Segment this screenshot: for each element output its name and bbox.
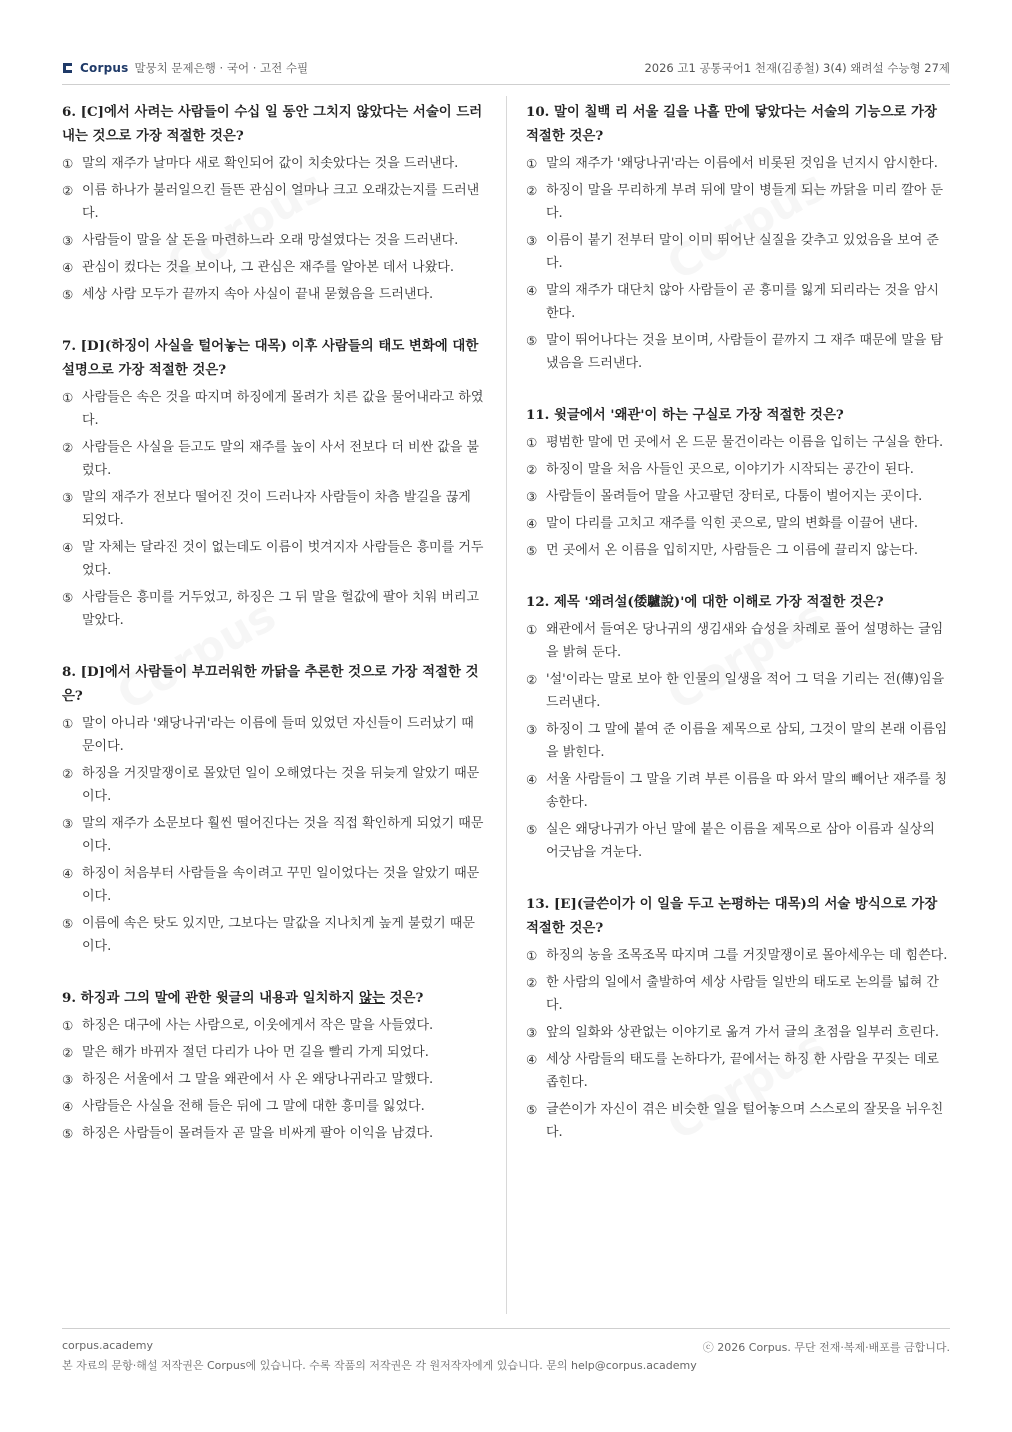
option-5[interactable] <box>526 1098 950 1144</box>
option-list <box>62 712 486 958</box>
option-1[interactable] <box>526 944 950 967</box>
option-text: 한 사람의 일에서 출발하여 세상 사람들 일반의 태도로 논의를 넓혀 간다. <box>546 975 939 1013</box>
header-doc-info: 2026 고1 공통국어1 천재(김종철) 3(4) 왜려설 수능형 27제 <box>644 61 950 75</box>
option-number: ⑤ <box>62 916 74 931</box>
option-number: ② <box>62 183 74 198</box>
option-text: 왜관에서 들여온 당나귀의 생김새와 습성을 차례로 풀어 설명하는 글임을 밝혀 둔다. <box>546 622 944 660</box>
header-subtitle: 말뭉치 문제은행 · 국어 · 고전 수필 <box>134 61 309 75</box>
question-title: 12. 제목 '왜려설(倭驢說)'에 대한 이해로 가장 적절한 것은? <box>526 594 884 610</box>
option-text: 하징이 그 말에 붙여 준 이름을 제목으로 삼되, 그것이 말의 본래 이름임을 밝힌다. <box>546 722 948 760</box>
option-3[interactable] <box>62 1068 486 1091</box>
option-text: 하징은 대구에 사는 사람으로, 이웃에게서 작은 말을 사들였다. <box>82 1018 434 1033</box>
option-number: ② <box>526 672 538 687</box>
option-text: 앞의 일화와 상관없는 이야기로 옮겨 가서 글의 초점을 일부러 흐린다. <box>546 1025 939 1040</box>
option-number: ③ <box>62 1072 74 1087</box>
option-1[interactable] <box>62 1014 486 1037</box>
option-text: 사람들이 몰려들어 말을 사고팔던 장터로, 다툼이 벌어지는 곳이다. <box>546 489 923 504</box>
question-title: 13. [E](글쓴이가 이 일을 두고 논평하는 대목)의 서술 방식으로 가장 적절한 것은? <box>526 896 938 936</box>
option-1[interactable] <box>526 431 950 454</box>
option-2[interactable] <box>62 179 486 225</box>
option-number: ① <box>62 1018 74 1033</box>
option-number: ④ <box>62 260 74 275</box>
column-divider <box>506 96 507 1314</box>
question-13 <box>526 892 950 1144</box>
option-text: 서울 사람들이 그 말을 기려 부른 이름을 따 와서 말의 빼어난 재주를 칭송한다. <box>546 772 948 810</box>
right-column <box>526 100 950 1172</box>
question-10 <box>526 100 950 375</box>
footer-note: 본 자료의 문항·해설 저작권은 Corpus에 있습니다. 수록 작품의 저작권은 각 원저작자에게 있습니다. 문의 help@corpus.academy <box>62 1359 697 1372</box>
option-2[interactable] <box>526 458 950 481</box>
option-number: ④ <box>62 866 74 881</box>
option-text: 말이 뛰어나다는 것을 보이며, 사람들이 끝까지 그 재주 때문에 말을 탐냈음을 드러낸다. <box>546 333 944 371</box>
question-title-text: 것은? <box>384 990 424 1006</box>
option-text: 말이 아니라 '왜당나귀'라는 이름에 들떠 있었던 자신들이 드러났기 때문이다. <box>82 716 474 754</box>
option-4[interactable] <box>526 768 950 814</box>
option-text: 하징의 농을 조목조목 따지며 그를 거짓말쟁이로 몰아세우는 데 힘쓴다. <box>546 948 948 963</box>
option-2[interactable] <box>526 668 950 714</box>
option-text: 사람들이 말을 살 돈을 마련하느라 오래 망설였다는 것을 드러낸다. <box>82 233 459 248</box>
option-number: ③ <box>62 490 74 505</box>
option-text: 말의 재주가 날마다 새로 확인되어 값이 치솟았다는 것을 드러낸다. <box>82 156 459 171</box>
option-5[interactable] <box>526 818 950 864</box>
option-number: ① <box>62 716 74 731</box>
option-text: 말은 해가 바뀌자 절던 다리가 나아 먼 길을 빨리 가게 되었다. <box>82 1045 429 1060</box>
option-number: ① <box>62 156 74 171</box>
option-number: ① <box>526 435 538 450</box>
option-text: 하징이 말을 처음 사들인 곳으로, 이야기가 시작되는 공간이 된다. <box>546 462 914 477</box>
option-text: '설'이라는 말로 보아 한 인물의 일생을 적어 그 덕을 기리는 전(傳)임을 드러낸다. <box>546 672 945 710</box>
question-title: 8. [D]에서 사람들이 부끄러워한 까닭을 추론한 것으로 가장 적절한 것은? <box>62 664 479 704</box>
option-text: 관심이 컸다는 것을 보이나, 그 관심은 재주를 알아본 데서 나왔다. <box>82 260 454 275</box>
option-5[interactable] <box>526 539 950 562</box>
option-text: 말의 재주가 '왜당나귀'라는 이름에서 비롯된 것임을 넌지시 암시한다. <box>546 156 938 171</box>
option-5[interactable] <box>62 586 486 632</box>
option-text: 이름 하나가 불러일으킨 들뜬 관심이 얼마나 크고 오래갔는지를 드러낸다. <box>82 183 480 221</box>
option-4[interactable] <box>526 279 950 325</box>
brand <box>62 60 308 76</box>
option-text: 사람들은 흥미를 거두었고, 하징은 그 뒤 말을 헐값에 팔아 치워 버리고 말았다. <box>82 590 480 628</box>
option-number: ④ <box>62 1099 74 1114</box>
option-text: 세상 사람 모두가 끝까지 속아 사실이 끝내 묻혔음을 드러낸다. <box>82 287 434 302</box>
question-title: 6. [C]에서 사려는 사람들이 수십 일 동안 그치지 않았다는 서술이 드러내는 것으로 가장 적절한 것은? <box>62 104 483 144</box>
option-1[interactable] <box>62 152 486 175</box>
option-1[interactable] <box>526 618 950 664</box>
option-number: ③ <box>526 489 538 504</box>
page-footer <box>62 1328 950 1372</box>
option-number: ⑤ <box>526 1102 538 1117</box>
option-text: 평범한 말에 먼 곳에서 온 드문 물건이라는 이름을 입히는 구실을 한다. <box>546 435 944 450</box>
option-number: ② <box>526 183 538 198</box>
option-text: 먼 곳에서 온 이름을 입히지만, 사람들은 그 이름에 끌리지 않는다. <box>546 543 918 558</box>
option-text: 하징은 사람들이 몰려들자 곧 말을 비싸게 팔아 이익을 남겼다. <box>82 1126 434 1141</box>
option-list <box>62 1014 486 1145</box>
left-column <box>62 100 486 1173</box>
option-number: ① <box>526 622 538 637</box>
option-5[interactable] <box>526 329 950 375</box>
option-3[interactable] <box>62 229 486 252</box>
option-4[interactable] <box>62 256 486 279</box>
option-1[interactable] <box>62 386 486 432</box>
option-number: ② <box>62 766 74 781</box>
option-number: ③ <box>526 233 538 248</box>
option-text: 이름이 붙기 전부터 말이 이미 뛰어난 실질을 갖추고 있었음을 보여 준다. <box>546 233 939 271</box>
option-3[interactable] <box>62 812 486 858</box>
option-text: 사람들은 속은 것을 따지며 하징에게 몰려가 치른 값을 물어내라고 하였다. <box>82 390 484 428</box>
question-7 <box>62 334 486 632</box>
option-list <box>526 944 950 1144</box>
question-11 <box>526 403 950 562</box>
option-1[interactable] <box>526 152 950 175</box>
question-title: 11. 윗글에서 '왜관'이 하는 구실로 가장 적절한 것은? <box>526 407 844 423</box>
question-6 <box>62 100 486 306</box>
option-3[interactable] <box>62 486 486 532</box>
question-8 <box>62 660 486 958</box>
option-number: ② <box>526 462 538 477</box>
option-number: ① <box>62 390 74 405</box>
option-2[interactable] <box>62 436 486 482</box>
option-3[interactable] <box>526 229 950 275</box>
option-5[interactable] <box>62 912 486 958</box>
option-2[interactable] <box>62 1041 486 1064</box>
option-number: ③ <box>62 233 74 248</box>
option-number: ⑤ <box>526 333 538 348</box>
option-4[interactable] <box>62 1095 486 1118</box>
question-title-text: 9. 하징과 그의 말에 관한 윗글의 내용과 일치하지 <box>62 990 360 1006</box>
option-text: 이름에 속은 탓도 있지만, 그보다는 말값을 지나치게 높게 불렀기 때문이다. <box>82 916 475 954</box>
option-2[interactable] <box>526 179 950 225</box>
option-number: ③ <box>526 1025 538 1040</box>
option-4[interactable] <box>62 862 486 908</box>
option-text: 말이 다리를 고치고 재주를 익힌 곳으로, 말의 변화를 이끌어 낸다. <box>546 516 918 531</box>
option-text: 하징이 처음부터 사람들을 속이려고 꾸민 일이었다는 것을 알았기 때문이다. <box>82 866 480 904</box>
option-text: 말 자체는 달라진 것이 없는데도 이름이 벗겨지자 사람들은 흥미를 거두었다. <box>82 540 484 578</box>
option-5[interactable] <box>62 1122 486 1145</box>
option-text: 하징을 거짓말쟁이로 몰았던 일이 오해였다는 것을 뒤늦게 알았기 때문이다. <box>82 766 480 804</box>
option-text: 사람들은 사실을 듣고도 말의 재주를 높이 사서 전보다 더 비싼 값을 불렀다. <box>82 440 480 478</box>
question-12 <box>526 590 950 864</box>
option-text: 말의 재주가 소문보다 훨씬 떨어진다는 것을 직접 확인하게 되었기 때문이다. <box>82 816 484 854</box>
question-title <box>62 986 486 1010</box>
option-1[interactable] <box>62 712 486 758</box>
option-number: ① <box>526 156 538 171</box>
option-3[interactable] <box>526 718 950 764</box>
option-list <box>526 431 950 562</box>
option-number: ⑤ <box>526 822 538 837</box>
option-text: 실은 왜당나귀가 아닌 말에 붙은 이름을 제목으로 삼아 이름과 실상의 어긋남을 겨눈다. <box>546 822 935 860</box>
option-number: ④ <box>526 516 538 531</box>
option-text: 말의 재주가 전보다 떨어진 것이 드러나자 사람들이 차츰 발길을 끊게 되었다. <box>82 490 471 528</box>
option-2[interactable] <box>526 971 950 1017</box>
option-number: ② <box>62 1045 74 1060</box>
option-number: ③ <box>62 816 74 831</box>
page-header <box>62 56 950 85</box>
option-4[interactable] <box>62 536 486 582</box>
option-number: ④ <box>526 772 538 787</box>
question-title: 7. [D](하징이 사실을 털어놓는 대목) 이후 사람들의 태도 변화에 대한 설명으로 가장 적절한 것은? <box>62 338 479 378</box>
option-text: 사람들은 사실을 전해 들은 뒤에 그 말에 대한 흥미를 잃었다. <box>82 1099 425 1114</box>
option-number: ④ <box>526 1052 538 1067</box>
option-text: 하징이 말을 무리하게 부려 뒤에 말이 병들게 되는 까닭을 미리 깔아 둔다. <box>546 183 944 221</box>
brand-name: Corpus <box>80 61 129 75</box>
footer-copyright: ⓒ 2026 Corpus. 무단 전재·복제·배포를 금합니다. <box>702 1341 950 1354</box>
option-number: ② <box>526 975 538 990</box>
option-number: ① <box>526 948 538 963</box>
underlined-word: 않는 <box>359 990 385 1006</box>
question-title: 10. 말이 칠백 리 서울 길을 나흘 만에 닿았다는 서술의 기능으로 가장 적절한 것은? <box>526 104 937 144</box>
option-number: ④ <box>526 283 538 298</box>
option-4[interactable] <box>526 1048 950 1094</box>
option-number: ⑤ <box>526 543 538 558</box>
option-text: 말의 재주가 대단치 않아 사람들이 곧 흥미를 잃게 되리라는 것을 암시한다. <box>546 283 939 321</box>
option-list <box>526 618 950 864</box>
option-number: ⑤ <box>62 287 74 302</box>
option-list <box>62 152 486 306</box>
option-list <box>526 152 950 375</box>
option-text: 글쓴이가 자신이 겪은 비슷한 일을 털어놓으며 스스로의 잘못을 뉘우친다. <box>546 1102 944 1140</box>
option-4[interactable] <box>526 512 950 535</box>
option-list <box>62 386 486 632</box>
option-number: ⑤ <box>62 1126 74 1141</box>
footer-site-link[interactable]: corpus.academy <box>62 1339 153 1352</box>
option-3[interactable] <box>526 1021 950 1044</box>
option-number: ② <box>62 440 74 455</box>
corpus-logo-icon <box>62 62 74 74</box>
option-3[interactable] <box>526 485 950 508</box>
option-text: 세상 사람들의 태도를 논하다가, 끝에서는 하징 한 사람을 꾸짖는 데로 좁힌다. <box>546 1052 939 1090</box>
option-number: ⑤ <box>62 590 74 605</box>
option-text: 하징은 서울에서 그 말을 왜관에서 사 온 왜당나귀라고 말했다. <box>82 1072 434 1087</box>
option-number: ④ <box>62 540 74 555</box>
question-9 <box>62 986 486 1145</box>
option-number: ③ <box>526 722 538 737</box>
option-2[interactable] <box>62 762 486 808</box>
option-5[interactable] <box>62 283 486 306</box>
